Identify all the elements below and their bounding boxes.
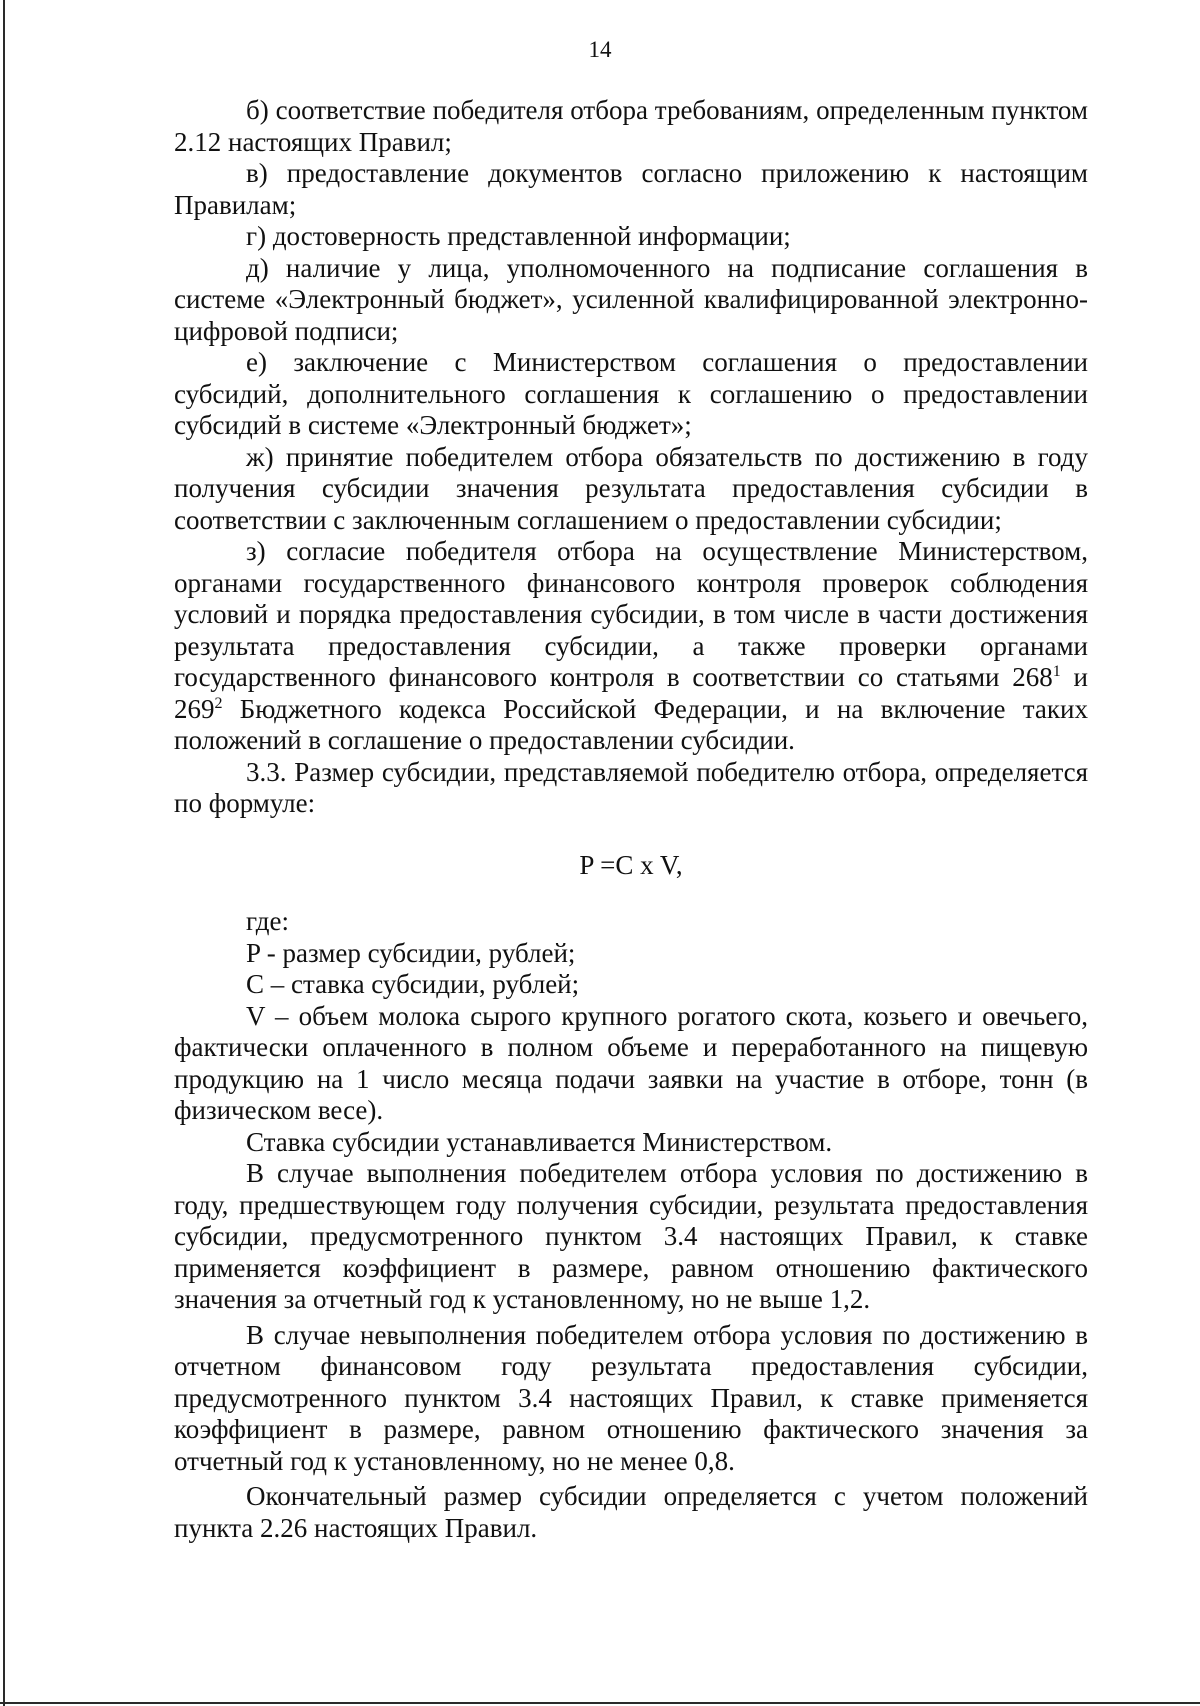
paragraph-zh: ж) принятие победителем отбора обязательств по достижению в году получения субсидии значения результата предоставления субсидии в соответствии с заключенным соглашением о предоставлении субсидии; bbox=[174, 441, 1088, 535]
paragraph-b: б) соответствие победителя отбора требованиям, определенным пунктом 2.12 настоящих Правил; bbox=[174, 95, 1088, 157]
definition-c: C – ставка субсидии, рублей; bbox=[246, 969, 580, 999]
superscript-1: 1 bbox=[1052, 663, 1061, 680]
definition-v: V – объем молока сырого крупного рогатого скота, козьего и овечьего, фактически оплаченного в полном объеме и переработанного на пищевую продукцию на 1 число месяца подачи заявки на участие в отборе, тонн (в физическом весе). bbox=[174, 1000, 1088, 1125]
paragraph-3-3: 3.3. Размер субсидии, представляемой победителю отбора, определяется по формуле: bbox=[174, 756, 1088, 818]
paragraph-v: в) предоставление документов согласно приложению к настоящим Правилам; bbox=[174, 158, 1088, 220]
formula: P =C x V, bbox=[579, 849, 683, 880]
paragraph-where: где: bbox=[246, 906, 289, 936]
paragraph-coefficient-max: В случае выполнения победителем отбора условия по достижению в году, предшествующем году получения субсидии, результата предоставления субсидии, предусмотренного пунктом 3.4 настоящих Правил, к ставке применяется коэффициент в размере, равном отношению фактического значения за отчетный год к установленному, но не выше 1,2. bbox=[174, 1158, 1088, 1314]
scan-bottom-border bbox=[0, 1702, 1200, 1704]
paragraph-z-text-1: з) согласие победителя отбора на осуществление Министерством, органами государственного финансового контроля проверок соблюдения условий и порядка предоставления субсидии, в том числе в части достижения результата предоставления субсидии, а также проверки органами государственного финансового контроля в соответствии со статьями 268 bbox=[174, 536, 1088, 692]
paragraph-coefficient-min: В случае невыполнения победителем отбора условия по достижению в отчетном финансовом году результата предоставления субсидии, предусмотренного пунктом 3.4 настоящих Правил, к ставке применяется коэффициент в размере, равном отношению фактического значения за отчетный год к установленному, но не менее 0,8. bbox=[174, 1319, 1088, 1476]
paragraph-z-text-3: Бюджетного кодекса Российской Федерации, и на включение таких положений в соглашение о предоставлении субсидии. bbox=[174, 693, 1088, 755]
paragraph-z-text-2: и 269 bbox=[174, 662, 1088, 724]
paragraph-final-amount: Окончательный размер субсидии определяется с учетом положений пункта 2.26 настоящих Правил. bbox=[174, 1481, 1088, 1543]
paragraph-e: е) заключение с Министерством соглашения о предоставлении субсидий, дополнительного соглашения к соглашению о предоставлении субсидий в системе «Электронный бюджет»; bbox=[174, 347, 1088, 440]
page-number: 14 bbox=[588, 37, 612, 62]
paragraph-rate: Ставка субсидии устанавливается Министерством. bbox=[246, 1126, 833, 1157]
paragraph-d: д) наличие у лица, уполномоченного на подписание соглашения в системе «Электронный бюджет», усиленной квалифицированной электронно-цифровой подписи; bbox=[174, 252, 1088, 346]
paragraph-z bbox=[174, 536, 1088, 757]
definition-p: P - размер субсидии, рублей; bbox=[246, 937, 576, 968]
superscript-2: 2 bbox=[214, 694, 223, 712]
paragraph-g: г) достоверность представленной информации; bbox=[246, 221, 791, 251]
document-body bbox=[174, 95, 1088, 1544]
scan-left-border bbox=[3, 0, 5, 1706]
